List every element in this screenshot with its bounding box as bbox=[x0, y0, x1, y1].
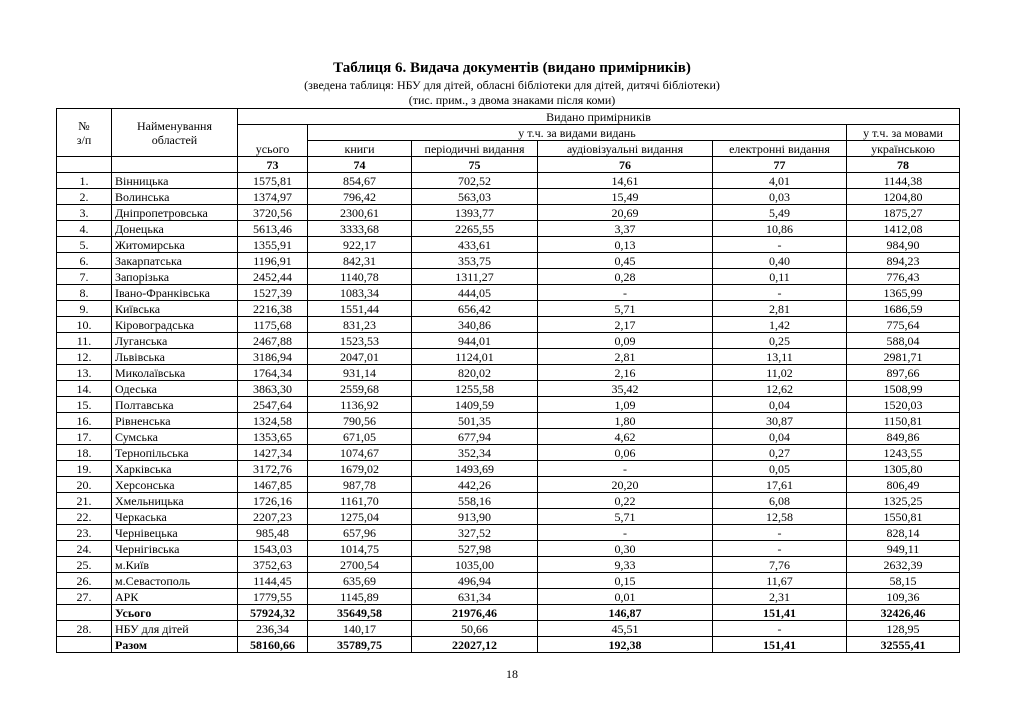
region-name: Дніпропетровська bbox=[112, 205, 238, 221]
region-name: Полтавська bbox=[112, 397, 238, 413]
value-total: 3752,63 bbox=[238, 557, 308, 573]
value-total: 1175,68 bbox=[238, 317, 308, 333]
value-ukrainian: 828,14 bbox=[847, 525, 960, 541]
value-total: 1144,45 bbox=[238, 573, 308, 589]
value-electronic: 5,49 bbox=[713, 205, 847, 221]
row-number: 4. bbox=[57, 221, 112, 237]
table-row bbox=[57, 397, 960, 413]
value-electronic: 11,67 bbox=[713, 573, 847, 589]
row-number: 15. bbox=[57, 397, 112, 413]
value-periodicals: 340,86 bbox=[412, 317, 538, 333]
row-number: 8. bbox=[57, 285, 112, 301]
region-name: м.Севастополь bbox=[112, 573, 238, 589]
value-total: 1575,81 bbox=[238, 173, 308, 189]
table-subtitle: (зведена таблиця: НБУ для дітей, обласні бібліотеки для дітей, дитячі бібліотеки) bbox=[304, 78, 720, 92]
table-row bbox=[57, 381, 960, 397]
table-row bbox=[57, 525, 960, 541]
row-number: 27. bbox=[57, 589, 112, 605]
value-periodicals: 1255,58 bbox=[412, 381, 538, 397]
header-total: усього bbox=[238, 125, 308, 157]
value-books: 790,56 bbox=[308, 413, 412, 429]
value-total: 2452,44 bbox=[238, 269, 308, 285]
region-name: Донецька bbox=[112, 221, 238, 237]
row-number: 1. bbox=[57, 173, 112, 189]
value-audiovisual: 20,69 bbox=[538, 205, 713, 221]
table-row bbox=[57, 621, 960, 637]
value-audiovisual: 45,51 bbox=[538, 621, 713, 637]
value-audiovisual: - bbox=[538, 461, 713, 477]
value-electronic: 151,41 bbox=[713, 637, 847, 653]
value-books: 3333,68 bbox=[308, 221, 412, 237]
value-audiovisual: 192,38 bbox=[538, 637, 713, 653]
value-total: 3720,56 bbox=[238, 205, 308, 221]
region-name: Луганська bbox=[112, 333, 238, 349]
value-ukrainian: 1875,27 bbox=[847, 205, 960, 221]
value-electronic: 6,08 bbox=[713, 493, 847, 509]
value-total: 58160,66 bbox=[238, 637, 308, 653]
value-ukrainian: 109,36 bbox=[847, 589, 960, 605]
header-name bbox=[112, 109, 238, 157]
table-row bbox=[57, 493, 960, 509]
row-number: 17. bbox=[57, 429, 112, 445]
value-ukrainian: 1204,80 bbox=[847, 189, 960, 205]
value-ukrainian: 1325,25 bbox=[847, 493, 960, 509]
value-audiovisual: 14,61 bbox=[538, 173, 713, 189]
value-electronic: 4,01 bbox=[713, 173, 847, 189]
region-name: Разом bbox=[112, 637, 238, 653]
value-electronic: 0,04 bbox=[713, 429, 847, 445]
value-total: 1726,16 bbox=[238, 493, 308, 509]
value-books: 1074,67 bbox=[308, 445, 412, 461]
table-row bbox=[57, 205, 960, 221]
value-periodicals: 50,66 bbox=[412, 621, 538, 637]
column-code: 77 bbox=[713, 157, 847, 173]
row-number: 10. bbox=[57, 317, 112, 333]
value-ukrainian: 897,66 bbox=[847, 365, 960, 381]
table-row bbox=[57, 221, 960, 237]
region-name: Тернопільська bbox=[112, 445, 238, 461]
value-books: 854,67 bbox=[308, 173, 412, 189]
header-issued: Видано примірників bbox=[238, 109, 960, 125]
table-row bbox=[57, 509, 960, 525]
value-periodicals: 558,16 bbox=[412, 493, 538, 509]
value-audiovisual: 2,17 bbox=[538, 317, 713, 333]
value-books: 842,31 bbox=[308, 253, 412, 269]
row-number: 12. bbox=[57, 349, 112, 365]
value-periodicals: 656,42 bbox=[412, 301, 538, 317]
value-periodicals: 496,94 bbox=[412, 573, 538, 589]
value-books: 1083,34 bbox=[308, 285, 412, 301]
row-number: 11. bbox=[57, 333, 112, 349]
value-audiovisual: 20,20 bbox=[538, 477, 713, 493]
value-total: 236,34 bbox=[238, 621, 308, 637]
value-electronic: 2,81 bbox=[713, 301, 847, 317]
value-periodicals: 21976,46 bbox=[412, 605, 538, 621]
value-ukrainian: 1550,81 bbox=[847, 509, 960, 525]
value-audiovisual: 15,49 bbox=[538, 189, 713, 205]
header-ukrainian: українською bbox=[847, 141, 960, 157]
value-ukrainian: 775,64 bbox=[847, 317, 960, 333]
value-books: 1523,53 bbox=[308, 333, 412, 349]
row-number: 5. bbox=[57, 237, 112, 253]
value-electronic: 151,41 bbox=[713, 605, 847, 621]
value-total: 3186,94 bbox=[238, 349, 308, 365]
value-electronic: 12,62 bbox=[713, 381, 847, 397]
region-name: Херсонська bbox=[112, 477, 238, 493]
header-name-line1: Найменування bbox=[137, 118, 212, 133]
table-row bbox=[57, 413, 960, 429]
value-audiovisual: 1,80 bbox=[538, 413, 713, 429]
table-row bbox=[57, 253, 960, 269]
header-num-line1: № bbox=[78, 118, 90, 133]
value-audiovisual: 0,22 bbox=[538, 493, 713, 509]
region-name: Хмельницька bbox=[112, 493, 238, 509]
table-row bbox=[57, 637, 960, 653]
value-audiovisual: - bbox=[538, 525, 713, 541]
value-books: 931,14 bbox=[308, 365, 412, 381]
value-periodicals: 913,90 bbox=[412, 509, 538, 525]
value-electronic: 0,03 bbox=[713, 189, 847, 205]
value-ukrainian: 1144,38 bbox=[847, 173, 960, 189]
value-total: 5613,46 bbox=[238, 221, 308, 237]
region-name: Сумська bbox=[112, 429, 238, 445]
value-total: 1196,91 bbox=[238, 253, 308, 269]
table-row bbox=[57, 333, 960, 349]
value-periodicals: 22027,12 bbox=[412, 637, 538, 653]
row-number: 25. bbox=[57, 557, 112, 573]
header-by-languages: у т.ч. за мовами bbox=[847, 125, 960, 141]
value-total: 985,48 bbox=[238, 525, 308, 541]
region-name: Миколаївська bbox=[112, 365, 238, 381]
value-periodicals: 631,34 bbox=[412, 589, 538, 605]
table-row bbox=[57, 317, 960, 333]
value-electronic: 0,04 bbox=[713, 397, 847, 413]
header-by-types: у т.ч. за видами видань bbox=[308, 125, 847, 141]
value-ukrainian: 1243,55 bbox=[847, 445, 960, 461]
value-books: 671,05 bbox=[308, 429, 412, 445]
row-number: 18. bbox=[57, 445, 112, 461]
header-electronic: електронні видання bbox=[713, 141, 847, 157]
value-total: 1374,97 bbox=[238, 189, 308, 205]
value-ukrainian: 1365,99 bbox=[847, 285, 960, 301]
value-electronic: 0,11 bbox=[713, 269, 847, 285]
value-ukrainian: 588,04 bbox=[847, 333, 960, 349]
region-name: Усього bbox=[112, 605, 238, 621]
value-electronic: - bbox=[713, 541, 847, 557]
value-periodicals: 1393,77 bbox=[412, 205, 538, 221]
value-books: 140,17 bbox=[308, 621, 412, 637]
value-books: 35789,75 bbox=[308, 637, 412, 653]
table-body bbox=[57, 173, 960, 653]
value-total: 2547,64 bbox=[238, 397, 308, 413]
value-books: 657,96 bbox=[308, 525, 412, 541]
value-books: 1679,02 bbox=[308, 461, 412, 477]
value-audiovisual: 5,71 bbox=[538, 509, 713, 525]
value-ukrainian: 776,43 bbox=[847, 269, 960, 285]
value-periodicals: 527,98 bbox=[412, 541, 538, 557]
value-ukrainian: 894,23 bbox=[847, 253, 960, 269]
value-total: 1779,55 bbox=[238, 589, 308, 605]
value-audiovisual: 9,33 bbox=[538, 557, 713, 573]
value-books: 2047,01 bbox=[308, 349, 412, 365]
value-electronic: 11,02 bbox=[713, 365, 847, 381]
row-number: 16. bbox=[57, 413, 112, 429]
value-audiovisual: 3,37 bbox=[538, 221, 713, 237]
value-electronic: - bbox=[713, 237, 847, 253]
value-audiovisual: - bbox=[538, 285, 713, 301]
value-books: 1145,89 bbox=[308, 589, 412, 605]
header-audiovisual: аудіовізуальні видання bbox=[538, 141, 713, 157]
region-name: Закарпатська bbox=[112, 253, 238, 269]
value-total: 1324,58 bbox=[238, 413, 308, 429]
value-total: 1527,39 bbox=[238, 285, 308, 301]
value-audiovisual: 1,09 bbox=[538, 397, 713, 413]
issuance-table bbox=[56, 108, 960, 653]
row-number: 21. bbox=[57, 493, 112, 509]
region-name: Чернігівська bbox=[112, 541, 238, 557]
header-name-line2: областей bbox=[151, 132, 198, 147]
value-total: 57924,32 bbox=[238, 605, 308, 621]
value-books: 35649,58 bbox=[308, 605, 412, 621]
value-total: 1467,85 bbox=[238, 477, 308, 493]
value-periodicals: 702,52 bbox=[412, 173, 538, 189]
value-electronic: 13,11 bbox=[713, 349, 847, 365]
value-ukrainian: 58,15 bbox=[847, 573, 960, 589]
header-num-line2: з/п bbox=[76, 132, 92, 147]
value-electronic: 17,61 bbox=[713, 477, 847, 493]
region-name: Запорізька bbox=[112, 269, 238, 285]
value-ukrainian: 1686,59 bbox=[847, 301, 960, 317]
value-ukrainian: 1508,99 bbox=[847, 381, 960, 397]
value-periodicals: 442,26 bbox=[412, 477, 538, 493]
table-row bbox=[57, 365, 960, 381]
table-row bbox=[57, 173, 960, 189]
row-number: 24. bbox=[57, 541, 112, 557]
value-electronic: 30,87 bbox=[713, 413, 847, 429]
row-number: 19. bbox=[57, 461, 112, 477]
value-electronic: - bbox=[713, 285, 847, 301]
row-number: 9. bbox=[57, 301, 112, 317]
value-total: 1353,65 bbox=[238, 429, 308, 445]
value-total: 1764,34 bbox=[238, 365, 308, 381]
value-audiovisual: 2,81 bbox=[538, 349, 713, 365]
table-row bbox=[57, 237, 960, 253]
row-number: 6. bbox=[57, 253, 112, 269]
value-total: 1543,03 bbox=[238, 541, 308, 557]
region-name: Вінницька bbox=[112, 173, 238, 189]
value-books: 1551,44 bbox=[308, 301, 412, 317]
row-number: 14. bbox=[57, 381, 112, 397]
value-total: 2216,38 bbox=[238, 301, 308, 317]
value-periodicals: 1124,01 bbox=[412, 349, 538, 365]
region-name: Житомирська bbox=[112, 237, 238, 253]
row-number: 23. bbox=[57, 525, 112, 541]
value-ukrainian: 849,86 bbox=[847, 429, 960, 445]
value-books: 796,42 bbox=[308, 189, 412, 205]
row-number: 2. bbox=[57, 189, 112, 205]
table-row bbox=[57, 461, 960, 477]
table-title: Таблиця 6. Видача документів (видано примірників) bbox=[333, 60, 691, 76]
row-number: 7. bbox=[57, 269, 112, 285]
value-audiovisual: 35,42 bbox=[538, 381, 713, 397]
value-total: 2467,88 bbox=[238, 333, 308, 349]
value-ukrainian: 2632,39 bbox=[847, 557, 960, 573]
table-row bbox=[57, 477, 960, 493]
region-name: Київська bbox=[112, 301, 238, 317]
value-electronic: - bbox=[713, 621, 847, 637]
value-periodicals: 1311,27 bbox=[412, 269, 538, 285]
header-blank bbox=[112, 157, 238, 173]
table-row bbox=[57, 445, 960, 461]
value-audiovisual: 0,13 bbox=[538, 237, 713, 253]
value-periodicals: 944,01 bbox=[412, 333, 538, 349]
value-books: 2559,68 bbox=[308, 381, 412, 397]
region-name: Харківська bbox=[112, 461, 238, 477]
column-code: 74 bbox=[308, 157, 412, 173]
table-row bbox=[57, 429, 960, 445]
column-code: 76 bbox=[538, 157, 713, 173]
value-ukrainian: 2981,71 bbox=[847, 349, 960, 365]
value-electronic: 0,40 bbox=[713, 253, 847, 269]
value-audiovisual: 0,28 bbox=[538, 269, 713, 285]
value-books: 1161,70 bbox=[308, 493, 412, 509]
value-electronic: 2,31 bbox=[713, 589, 847, 605]
value-ukrainian: 32555,41 bbox=[847, 637, 960, 653]
value-periodicals: 1493,69 bbox=[412, 461, 538, 477]
region-name: Волинська bbox=[112, 189, 238, 205]
value-ukrainian: 1412,08 bbox=[847, 221, 960, 237]
value-electronic: 12,58 bbox=[713, 509, 847, 525]
column-code: 75 bbox=[412, 157, 538, 173]
value-books: 831,23 bbox=[308, 317, 412, 333]
value-periodicals: 1035,00 bbox=[412, 557, 538, 573]
value-periodicals: 352,34 bbox=[412, 445, 538, 461]
value-electronic: 0,05 bbox=[713, 461, 847, 477]
table-row bbox=[57, 301, 960, 317]
region-name: м.Київ bbox=[112, 557, 238, 573]
table-row bbox=[57, 269, 960, 285]
value-audiovisual: 0,01 bbox=[538, 589, 713, 605]
value-total: 3172,76 bbox=[238, 461, 308, 477]
value-periodicals: 444,05 bbox=[412, 285, 538, 301]
value-books: 1014,75 bbox=[308, 541, 412, 557]
row-number: 13. bbox=[57, 365, 112, 381]
header-blank bbox=[57, 157, 112, 173]
value-periodicals: 327,52 bbox=[412, 525, 538, 541]
value-books: 2300,61 bbox=[308, 205, 412, 221]
row-number: 28. bbox=[57, 621, 112, 637]
row-number bbox=[57, 605, 112, 621]
value-ukrainian: 1520,03 bbox=[847, 397, 960, 413]
value-books: 2700,54 bbox=[308, 557, 412, 573]
value-periodicals: 433,61 bbox=[412, 237, 538, 253]
table-row bbox=[57, 189, 960, 205]
value-electronic: 0,25 bbox=[713, 333, 847, 349]
value-ukrainian: 32426,46 bbox=[847, 605, 960, 621]
value-audiovisual: 0,30 bbox=[538, 541, 713, 557]
value-ukrainian: 128,95 bbox=[847, 621, 960, 637]
region-name: АРК bbox=[112, 589, 238, 605]
value-audiovisual: 0,09 bbox=[538, 333, 713, 349]
region-name: Івано-Франківська bbox=[112, 285, 238, 301]
header-books: книги bbox=[308, 141, 412, 157]
row-number: 26. bbox=[57, 573, 112, 589]
table-row bbox=[57, 557, 960, 573]
table-units-note: (тис. прим., з двома знаками після коми) bbox=[408, 93, 616, 107]
region-name: Черкаська bbox=[112, 509, 238, 525]
region-name: Одеська bbox=[112, 381, 238, 397]
value-total: 1355,91 bbox=[238, 237, 308, 253]
value-electronic: 7,76 bbox=[713, 557, 847, 573]
header-periodicals: періодичні видання bbox=[412, 141, 538, 157]
value-periodicals: 353,75 bbox=[412, 253, 538, 269]
header-num bbox=[57, 109, 112, 157]
value-total: 3863,30 bbox=[238, 381, 308, 397]
table-row bbox=[57, 285, 960, 301]
value-ukrainian: 949,11 bbox=[847, 541, 960, 557]
table-row bbox=[57, 589, 960, 605]
value-audiovisual: 0,45 bbox=[538, 253, 713, 269]
table-row bbox=[57, 573, 960, 589]
value-ukrainian: 1305,80 bbox=[847, 461, 960, 477]
table-row bbox=[57, 349, 960, 365]
value-ukrainian: 1150,81 bbox=[847, 413, 960, 429]
page-number: 18 bbox=[506, 667, 518, 681]
value-periodicals: 677,94 bbox=[412, 429, 538, 445]
value-audiovisual: 4,62 bbox=[538, 429, 713, 445]
table-row bbox=[57, 541, 960, 557]
value-periodicals: 501,35 bbox=[412, 413, 538, 429]
column-code: 78 bbox=[847, 157, 960, 173]
column-code: 73 bbox=[238, 157, 308, 173]
value-audiovisual: 2,16 bbox=[538, 365, 713, 381]
value-audiovisual: 0,06 bbox=[538, 445, 713, 461]
region-name: Львівська bbox=[112, 349, 238, 365]
value-electronic: 0,27 bbox=[713, 445, 847, 461]
value-periodicals: 820,02 bbox=[412, 365, 538, 381]
value-books: 922,17 bbox=[308, 237, 412, 253]
value-electronic: 1,42 bbox=[713, 317, 847, 333]
value-audiovisual: 146,87 bbox=[538, 605, 713, 621]
region-name: НБУ для дітей bbox=[112, 621, 238, 637]
region-name: Рівненська bbox=[112, 413, 238, 429]
value-periodicals: 563,03 bbox=[412, 189, 538, 205]
value-electronic: 10,86 bbox=[713, 221, 847, 237]
value-books: 987,78 bbox=[308, 477, 412, 493]
value-periodicals: 2265,55 bbox=[412, 221, 538, 237]
value-books: 1140,78 bbox=[308, 269, 412, 285]
value-total: 2207,23 bbox=[238, 509, 308, 525]
region-name: Кіровоградська bbox=[112, 317, 238, 333]
row-number: 3. bbox=[57, 205, 112, 221]
value-ukrainian: 984,90 bbox=[847, 237, 960, 253]
value-books: 1275,04 bbox=[308, 509, 412, 525]
value-total: 1427,34 bbox=[238, 445, 308, 461]
value-books: 1136,92 bbox=[308, 397, 412, 413]
row-number: 22. bbox=[57, 509, 112, 525]
row-number bbox=[57, 637, 112, 653]
value-periodicals: 1409,59 bbox=[412, 397, 538, 413]
value-electronic: - bbox=[713, 525, 847, 541]
value-books: 635,69 bbox=[308, 573, 412, 589]
value-audiovisual: 5,71 bbox=[538, 301, 713, 317]
region-name: Чернівецька bbox=[112, 525, 238, 541]
value-audiovisual: 0,15 bbox=[538, 573, 713, 589]
value-ukrainian: 806,49 bbox=[847, 477, 960, 493]
row-number: 20. bbox=[57, 477, 112, 493]
table-row bbox=[57, 605, 960, 621]
